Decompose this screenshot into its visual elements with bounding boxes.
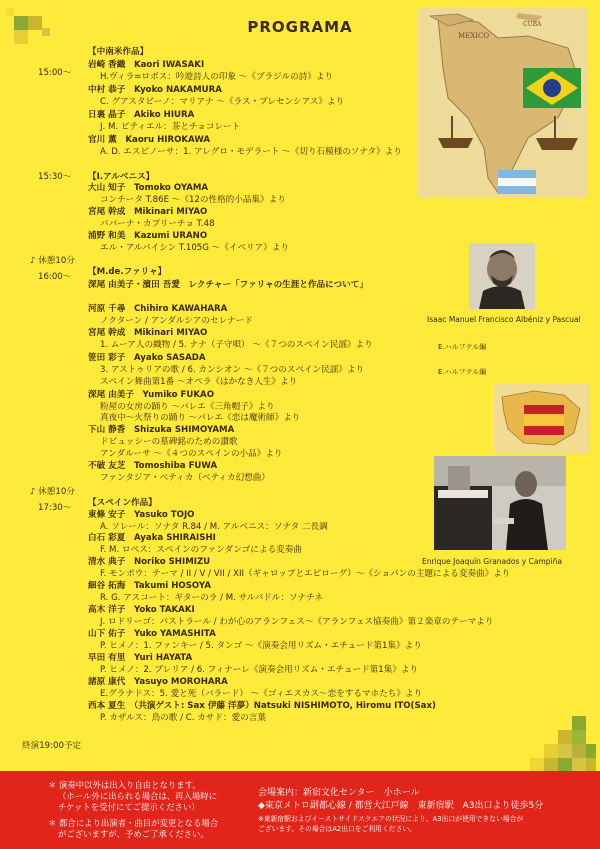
- work-title: ファンタジア・ベティカ（ベティカ幻想曲）: [100, 473, 270, 483]
- work-title: F. モンポウ：テーマ / II / V / VII / XII（ギャロップとエピローグ）～《ショパンの主題による変奏曲》より: [100, 569, 511, 579]
- performer-name: 下山 静香 Shizuka SHIMOYAMA: [88, 425, 235, 435]
- south-america-map: [418, 8, 588, 198]
- performer-name: 宮尾 幹成 Mikinari MIYAO: [88, 328, 208, 338]
- performer-name: 岩崎 香織 Kaori IWASAKI: [88, 60, 205, 70]
- section-heading: 【I.アルベニス】: [88, 172, 155, 182]
- work-title: 真夜中～火祭りの踊り ～バレエ《恋は魔術師》より: [100, 413, 301, 423]
- footer-note-2: （ホール外に出られる場合は、再入場時に: [58, 791, 217, 801]
- arranger-note: E.ハルフテル編: [438, 343, 487, 351]
- performer-name: 清水 典子 Noriko SHIMIZU: [88, 557, 211, 567]
- work-title: H.ヴィラ=ロボス：吟遊詩人の印象 ～《ブラジルの詩》より: [100, 72, 334, 82]
- svg-text:MEXICO: MEXICO: [458, 32, 490, 40]
- work-title: エル・アルバイシン T.105G ～《イベリア》より: [100, 243, 290, 253]
- arranger-note: E.ハルフテル編: [438, 368, 487, 376]
- performer-name: 白石 彩夏 Ayaka SHIRAISHI: [88, 533, 216, 543]
- albeniz-portrait: [469, 243, 535, 309]
- work-title: R. G. アスコート：ギターのラ / M. サルバドル：ソナチネ: [100, 593, 323, 603]
- work-title: アンダルーサ ～《４つのスペインの小品》より: [100, 449, 283, 459]
- footer-note-4: ＊ 都合により出演者・曲目が変更となる場合: [48, 818, 219, 828]
- performer-name: 西本 夏生 （共演ゲスト: Sax 伊藤 洋夢）Natsuki NISHIMOTO, Hiromu ITO(Sax): [88, 701, 436, 711]
- break-label: ♪ 休憩10分: [30, 256, 75, 266]
- work-title: J. ロドリーゴ：パストラール / わが心のアランフェス～《アランフェス協奏曲》第２楽章のテーマより: [100, 617, 494, 627]
- performer-name: 山下 佑子 Yuko YAMASHITA: [88, 629, 216, 639]
- time-label: 17:30～: [38, 503, 72, 513]
- performer-name: 中村 恭子 Kyoko NAKAMURA: [88, 85, 222, 95]
- work-title: P. ヒメノ：2. ブレリア / 6. フィナーレ《演奏会用リズム・エチュード第1集》より: [100, 665, 419, 675]
- footer-note-5: がございますが、予めご了承ください。: [58, 829, 209, 839]
- footer-note-1: ＊ 演奏中以外は出入り自由となります。: [48, 780, 201, 790]
- work-title: 1. ムーア人の織物 / 5. ナナ（子守唄） ～《７つのスペイン民謡》より: [100, 340, 373, 350]
- performer-name: 諸原 康代 Yasuyo MOROHARA: [88, 677, 228, 687]
- work-title: A. D. エスピノーサ：1. アレグロ・モデラート ～《切り石模様のソナタ》より: [100, 147, 402, 157]
- performer-name: 細谷 拓海 Takumi HOSOYA: [88, 581, 211, 591]
- time-label: 16:00～: [38, 272, 72, 282]
- work-title: C. グアスタビーノ：マリアナ ～《ラス・プレセンシアス》より: [100, 97, 345, 107]
- work-title: スペイン舞曲第1番 ～オペラ《はかなき人生》より: [100, 377, 298, 387]
- page-title: PROGRAMA: [247, 18, 353, 36]
- break-label: ♪ 休憩10分: [30, 487, 75, 497]
- performer-name: 笹田 彩子 Ayako SASADA: [88, 353, 206, 363]
- performer-name: 宮尾 幹成 Mikinari MIYAO: [88, 207, 208, 217]
- performer-name: 浦野 和美 Kazumi URANO: [88, 231, 208, 241]
- performer-name: 河原 千尋 Chihiro KAWAHARA: [88, 304, 228, 314]
- work-title: P. ヒメノ：1. ファンキー / 5. タンゴ ～《演奏会用リズム・エチュード第1集》より: [100, 641, 422, 651]
- albeniz-caption: Isaac Manuel Francisco Albéniz y Pascual: [427, 315, 581, 324]
- section-heading: 【M.de.ファリャ】: [88, 267, 167, 277]
- performer-name: 日裏 晶子 Akiko HIURA: [88, 110, 195, 120]
- work-title: ババーナ・カプリーチョ T.48: [100, 219, 215, 229]
- spain-map: [494, 383, 590, 453]
- performer-name: 早田 有里 Yuri HAYATA: [88, 653, 193, 663]
- work-title: 3. アストゥリアの歌 / 6. カンシオン ～《７つのスペイン民謡》より: [100, 365, 365, 375]
- lecture-line: 深尾 由美子・濱田 吾愛 レクチャー「ファリャの生涯と作品について」: [88, 280, 368, 290]
- footer: [0, 771, 600, 849]
- work-title: コンチータ T.86E ～《12の性格的小品集》より: [100, 195, 286, 205]
- work-title: E.グラナドス：5. 愛と死（バラード） ～《ゴィエスカス～恋をするマホたち》より: [100, 689, 423, 699]
- performer-name: 不破 友芝 Tomoshiba FUWA: [88, 461, 218, 471]
- footer-access-note-1: ※東新宿駅およびイーストサイドスクエアの状況により、A3出口が使用できない場合が: [258, 815, 524, 823]
- work-title: J. M. ビティエル：茶とチョコレート: [100, 122, 241, 132]
- work-title: ドビュッシーの墓碑銘のための讃歌: [100, 437, 238, 447]
- performer-name: 東條 安子 Yasuko TOJO: [88, 510, 195, 520]
- granados-caption: Enrique Joaquín Granados y Campiña: [422, 557, 562, 566]
- performer-name: 官川 薫 Kaoru HIROKAWA: [88, 135, 211, 145]
- footer-access-note-2: ございます。その場合はA2出口をご利用ください。: [258, 825, 416, 833]
- granados-photo: [434, 456, 566, 550]
- svg-text:CUBA: CUBA: [523, 21, 542, 28]
- performer-name: 深尾 由美子 Yumiko FUKAO: [88, 390, 215, 400]
- section-heading: 【スペイン作品】: [88, 498, 157, 508]
- work-title: ノクターン / アンダルシアのセレナード: [100, 316, 253, 326]
- performer-name: 大山 知子 Tomoko OYAMA: [88, 183, 209, 193]
- work-title: F. M. ロペス：スペインのファンダンゴによる変奏曲: [100, 545, 302, 555]
- work-title: 粉屋の女房の踊り ～バレエ《三角帽子》より: [100, 402, 275, 412]
- work-title: A. ソレール：ソナタ R.84 / M. アルベニス：ソナタ 二長調: [100, 522, 328, 532]
- footer-note-3: チケットを受付にてご提示ください）: [58, 802, 200, 812]
- performer-name: 高木 洋子 Yoko TAKAKI: [88, 605, 195, 615]
- time-label: 15:00～: [38, 68, 72, 78]
- work-title: P. カザルス：鳥の歌 / C. カサド：愛の言葉: [100, 713, 266, 723]
- section-heading: 【中南米作品】: [88, 47, 149, 57]
- time-label: 15:30～: [38, 172, 72, 182]
- footer-access: ◆東京メトロ副都心線 / 都営大江戸線 東新宿駅 A3出口より徒歩5分: [258, 801, 544, 811]
- footer-venue: 会場案内：新宿文化センター 小ホール: [258, 788, 420, 798]
- end-time: 終演19:00予定: [22, 741, 82, 751]
